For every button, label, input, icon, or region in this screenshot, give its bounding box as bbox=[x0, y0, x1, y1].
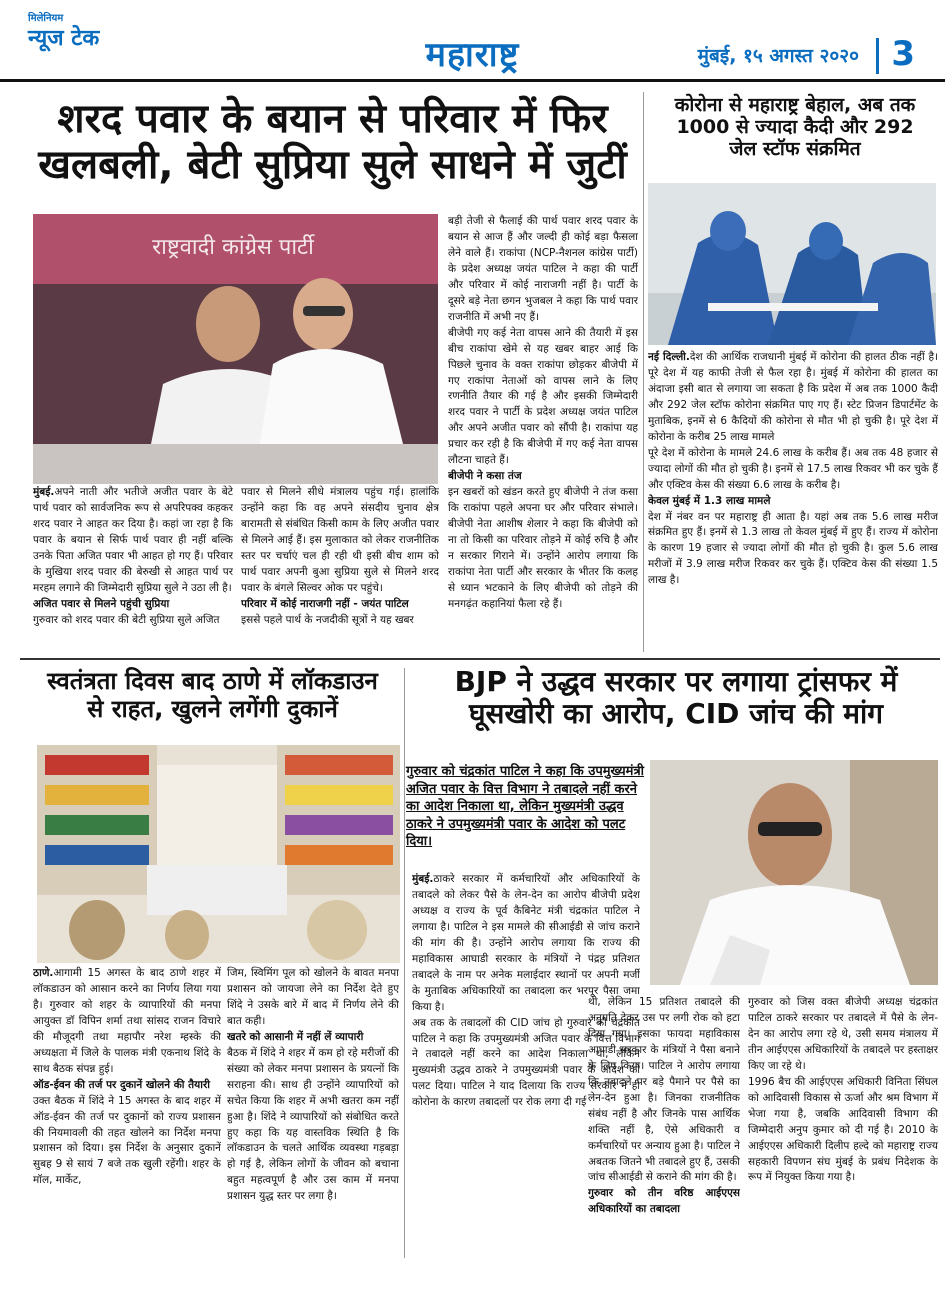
paragraph: बीजेपी गए कई नेता वापस आने की तैयारी में इस बीच राकांपा खेमे से यह खबर बाहर आई कि पिछले चुनाव के वक्त राकांपा छोड़कर बीजेपी में गए राकांपा नेताओं को वापस लाने के लिए रणनीति तैयार की गई है और इसकी जिम्मेदारी शरद पवार ने पार्टी के प्रदेश अध्यक्ष जयंत पाटिल और अपने अजीत पवार को सौंपी है। राकांपा यह प्रचार कर रही है कि बीजेपी में गए कई नेता वापस लौटना चाहते हैं। bbox=[448, 326, 638, 467]
paragraph: देश की आर्थिक राजधानी मुंबई में कोरोना की हालत ठीक नहीं है। पूरे देश में यह काफी तेजी से फैल रहा है। मुंबई में कोरोना की हालत का अंदाजा इसी बात से लगाया जा सकता है कि प्रदेश में अब तक 1000 कैदी और 292 जेल स्टॉफ कोरोना संक्रमित पाए गए हैं। स्टेट प्रिजन डिपार्टमेंट के मुताबिक, इनमें से 6 कैदियों की कोरोना से मौत भी हो चुकी है। पूरे देश में कोरोना के करीब 25 लाख मामले bbox=[648, 351, 938, 443]
story2-headline-line1: कोरोना से महाराष्ट्र बेहाल, अब तक bbox=[674, 94, 916, 116]
brand-subtitle: मिलेनियम bbox=[28, 13, 64, 24]
paragraph: गुरुवार को जिस वक्त बीजेपी अध्यक्ष चंद्रकांत पाटिल ठाकरे सरकार पर तबादले में पैसे के लेन-देन का आरोप लगा रहे थे, उसी समय मंत्रालय में तीन आईएएस अधिकारियों के तबादले पर हस्ताक्षर किए जा रहे थे। bbox=[748, 996, 938, 1072]
story4-headline bbox=[412, 666, 940, 730]
story4-photo bbox=[650, 760, 938, 985]
paragraph: गुरुवार को शरद पवार की बेटी सुप्रिया सुले अजित bbox=[33, 613, 220, 626]
subheading: खतरे को आसानी में नहीं लें व्यापारी bbox=[227, 1030, 364, 1043]
brand-title: न्यूज टेक bbox=[28, 26, 100, 51]
paragraph: इन खबरों को खंडन करते हुए बीजेपी ने तंज कसा कि राकांपा पहले अपना घर और परिवार संभाले। बीजेपी नेता आशीष शेलार ने कहा कि बीजेपी को ना तो किसी का परिवार तोड़ने में कोई रुचि है और न सरकार गिराने में। उन्होंने आरोप लगाया कि राकांपा नेता पार्टी और सरकार के भीतर कि कलह से ध्यान भटकाने के लिए बीजेपी को तोड़ने की मनगढ़ंत कहानियां फैला रहे हैं। bbox=[448, 486, 638, 610]
paragraph: देश में नंबर वन पर महाराष्ट्र ही आता है। यहां अब तक 5.6 लाख मरीज संक्रमित हुए हैं। इनमें से 1.3 लाख तो केवल मुंबई में हुए हैं। राज्य में कोरोना के कारण 19 हजार से ज्यादा लोगों की मौत हो चुकी है। कुल 5.6 लाख मरीजों में 3.9 लाख मरीज रिकवर कर चुके हैं। एक्टिव केस की संख्या 1.5 लाख है। bbox=[648, 510, 938, 587]
story1-col3 bbox=[448, 214, 638, 654]
section-title: महाराष्ट्र bbox=[425, 35, 520, 75]
story4-headline-line1: BJP ने उद्धव सरकार पर लगाया ट्रांसफर में bbox=[454, 665, 898, 698]
paragraph: ठाकरे सरकार में कर्मचारियों और अधिकारियों के तबादले को लेकर पैसे के लेन-देन का आरोप बीजेपी प्रदेश अध्यक्ष व राज्य के पूर्व कैबिनेट मंत्री चंद्रकांत पाटिल ने लगाया है। पाटिल ने इस मामले की सीआईडी से जांच कराने की मांग की है। उन्होंने आरोप लगाया कि राज्य की महाविकास आघाडी सरकार के मंत्रियों ने पंद्रह प्रतिशत तबादले के नाम पर अनेक मलाईदार स्थानों पर अपनी मर्जी के मुताबिक अधिकारियों का तबादला कर भरपूर पैसा जमा किया है। bbox=[412, 873, 640, 1013]
paragraph: अब तक के तबादलों की CID जांच हो गुरुवार को चंद्रकांत पाटिल ने कहा कि उपमुख्यमंत्री अजित पवार के वित्त विभाग ने तबादले नहीं करने का आदेश निकाला था, लेकिन मुख्यमंत्री उद्धव ठाकरे ने उपमुख्यमंत्री पवार के आदेश को पलट दिया। पाटिल ने याद दिलाया कि राज्य सरकार ने ही कोरोना के कारण तबादलों पर रोक लगा दी गई bbox=[412, 1016, 640, 1109]
section-divider bbox=[20, 658, 940, 660]
story3-photo bbox=[37, 745, 400, 963]
column-divider bbox=[404, 668, 405, 1258]
medical-workers-photo bbox=[648, 183, 936, 345]
story3-headline-line1: स्वतंत्रता दिवस बाद ठाणे में लॉकडाउन bbox=[47, 667, 378, 695]
story3-headline-line2: से राहत, खुलने लगेंगी दुकानें bbox=[87, 694, 338, 723]
dateline-lead: मुंबई. bbox=[33, 486, 55, 498]
story4-col3 bbox=[748, 995, 938, 1257]
dateline: मुंबई, १५ अगस्त २०२० bbox=[697, 45, 859, 67]
story4-col2 bbox=[588, 995, 740, 1257]
paragraph: अपने नाती और भतीजे अजीत पवार के बेटे पार्थ पवार को सार्वजनिक रूप से अपरिपक्व कहकर शरद पवार ने आहत कर दिया है। कहां जा रहा है कि पवार के बयान से सिर्फ पार्थ पवार ही नहीं बल्कि उनके पिता अजित पवार भी आहत हो गए हैं। परिवार के मुखिया शरद पवार की बेरुखी से आहत पार्थ पर मरहम लगाने की जिम्मेदारी सुप्रिया सुले ने उठा ली है। bbox=[33, 486, 233, 594]
paragraph: 1996 बैच की आईएएस अधिकारी विनिता सिंघल को आदिवासी विकास से ऊर्जा और श्रम विभाग में भेजा गया है, जबकि आदिवासी विभाग की जिम्मेदारी अनुप कुमार को दी गई है। 2010 के आईएएस अधिकारी दिलीप हल्दे को महाराष्ट्र राज्य सहकारी विपणन संघ मुंबई के प्रबंध निदेशक के रूप में नियुक्त किया गया है। bbox=[748, 1075, 938, 1184]
story1-headline-line1: शरद पवार के बयान से परिवार में फिर bbox=[57, 96, 608, 142]
subheading: ऑड-ईवन की तर्ज पर दुकानें खोलने की तैयारी bbox=[33, 1078, 210, 1091]
paragraph: जिम, स्विमिंग पूल को खोलने के बावत मनपा प्रशासन को जायजा लेने का निर्देश देते हुए शिंदे ने उसके बारे में बाद में निर्णय लेने की बात कही। bbox=[227, 967, 399, 1027]
story3-col1 bbox=[33, 966, 221, 1256]
story2-photo bbox=[648, 183, 936, 345]
story3-headline bbox=[20, 668, 405, 723]
page-header bbox=[0, 0, 945, 82]
page-number: 3 bbox=[891, 34, 915, 74]
subheading: परिवार में कोई नाराजगी नहीं - जयंत पाटिल bbox=[241, 597, 409, 610]
dateline-lead: मुंबई. bbox=[412, 873, 434, 885]
story1-headline-line2: खलबली, बेटी सुप्रिया सुले साधने में जुटीं bbox=[38, 142, 627, 188]
story1-headline bbox=[20, 96, 645, 188]
grocery-shop-photo bbox=[37, 745, 400, 963]
paragraph: बड़ी तेजी से फैलाई की पार्थ पवार शरद पवार के बयान से आज हैं और जल्दी ही कोई बड़ा फैसला लेने वाले हैं। राकांपा (NCP-नैशनल कांग्रेस पार्टी) के प्रदेश अध्यक्ष जयंत पाटिल ने कहा की पार्टी और परिवार में कोई नाराजगी नहीं है। पार्टी के दूसरे बड़े नेता छगन भुजबल ने कहा कि पार्थ पवार राजनीति में अभी नए हैं। bbox=[448, 215, 638, 323]
chief-minister-photo bbox=[650, 760, 938, 985]
paragraph: बैठक में शिंदे ने शहर में कम हो रहे मरीजों की संख्या को लेकर मनपा प्रशासन के प्रयत्नों कि सराहना की। साथ ही उन्होंने व्यापारियों को सचेत किया कि शहर में अभी खतरा कम नहीं हुआ है। शिंदे ने व्यापारियों को संबोधित करते हुए कहा कि यह वास्तविक स्थिति है कि लॉकडाउन के चलते आर्थिक व्यवस्था गड़बड़ा हो गई है, लेकिन लोगों के जीवन को बचाना बहुत महत्वपूर्ण है और उस काम में मनपा प्रशासन युद्ध स्तर पर लगा है। bbox=[227, 1046, 399, 1203]
subheading: अजित पवार से मिलने पहुंची सुप्रिया bbox=[33, 597, 170, 610]
story1-photo bbox=[33, 214, 438, 484]
story2-headline-line2: 1000 से ज्यादा कैदी और 292 bbox=[676, 115, 914, 138]
column-divider bbox=[643, 92, 644, 652]
dateline-lead: ठाणे. bbox=[33, 967, 54, 979]
story2-body bbox=[648, 350, 938, 652]
story1-col2 bbox=[241, 485, 439, 645]
story1-col1 bbox=[33, 485, 233, 645]
story4-headline-line2: घूसखोरी का आरोप, CID जांच की मांग bbox=[469, 697, 883, 731]
subheading: केवल मुंबई में 1.3 लाख मामले bbox=[648, 494, 771, 507]
story2-headline bbox=[650, 95, 940, 161]
paragraph: पूरे देश में कोरोना के मामले 24.6 लाख के करीब हैं। अब तक 48 हजार से ज्यादा लोगों की मौत हो चुकी है। इनमें से 17.5 लाख रिकवर भी कर चुके हैं और एक्टिव केस की संख्या 6.6 लाख के करीब है। bbox=[648, 446, 938, 491]
subheading: गुरुवार को तीन वरिष्ठ आईएएस अधिकारियों का तबादला bbox=[588, 1187, 740, 1216]
story3-col2 bbox=[227, 966, 399, 1256]
paragraph: पवार से मिलने सीधे मंत्रालय पहुंच गई। हालांकि उन्होंने कहा कि वह अपने संसदीय चुनाव क्षेत्र बारामती से संबंधित किसी काम के लिए अजीत पवार से मिलने आई हैं। इस मुलाकात को लेकर राजनीतिक स्तर पर चर्चाएं चल ही रही थी इसी बीच शाम को पार्थ पवार अपनी बुआ सुप्रिया सुले से मिलने शरद पवार के बंगले सिल्वर ओक पर पहुंचे। bbox=[241, 486, 439, 594]
story2-headline-line3: जेल स्टॉफ संक्रमित bbox=[729, 137, 861, 160]
politicians-photo bbox=[33, 214, 438, 484]
subheading: बीजेपी ने कसा तंज bbox=[448, 470, 522, 483]
paragraph: उक्त बैठक में शिंदे ने 15 अगस्त के बाद शहर में ऑड-ईवन की तर्ज पर दुकानों को राज्य प्रशासन की नियमावली की तहत खोलने का निर्देश मनपा प्रशासन को दिया। इस निर्देश के अनुसार दुकानें सुबह 9 से सायं 7 बजे तक खुली रहेंगी। शहर के मॉल, मार्केट, bbox=[33, 1094, 221, 1187]
pull-quote: गुरुवार को चंद्रकांत पाटिल ने कहा कि उपमुख्यमंत्री अजित पवार के वित्त विभाग ने तबादले नहीं करने का आदेश निकाला था, लेकिन मुख्यमंत्री उद्धव ठाकरे ने उपमुख्यमंत्री पवार के आदेश को पलट दिया। bbox=[406, 764, 645, 850]
photo-banner-text: राष्ट्रवादी कांग्रेस पार्टी bbox=[152, 235, 314, 260]
dateline-lead: नई दिल्ली. bbox=[648, 351, 690, 363]
paragraph: आगामी 15 अगस्त के बाद ठाणे शहर में लॉकडाउन को आसान करने का निर्णय लिया गया है। गुरुवार को शहर के व्यापारियों की मनपा आयुक्त डॉ विपिन शर्मा तथा सांसद राजन विचारे की मौजूदगी तथा महापौर नरेश म्हस्के की अध्यक्षता में जिले के पालक मंत्री एकनाथ शिंदे के साथ बैठक संपन्न हुई। bbox=[33, 967, 221, 1075]
paragraph: थी, लेकिन 15 प्रतिशत तबादले की अनुमति देकर उस पर लगी रोक को हटा दिया गया। इसका फायदा महाविकास आघाडी सरकार के मंत्रियों ने पैसा बनाने के लिए किया। पाटिल ने आरोप लगाया कि तबादले पर बड़े पैमाने पर पैसे का लेन-देन हुआ है। जिनका राजनीतिक संबंध नहीं है और जिनके पास आर्थिक शक्ति नहीं है, ऐसे अधिकारी व कर्मचारियों पर अन्याय हुआ है। पाटिल ने अबतक जितने भी तबादले हुए हैं, उसकी जांच सीआईडी से कराने की मांग की है। bbox=[588, 996, 740, 1184]
paragraph: इससे पहले पार्थ के नजदीकी सूत्रों ने यह खबर bbox=[241, 613, 414, 626]
page-number-divider bbox=[876, 38, 879, 74]
